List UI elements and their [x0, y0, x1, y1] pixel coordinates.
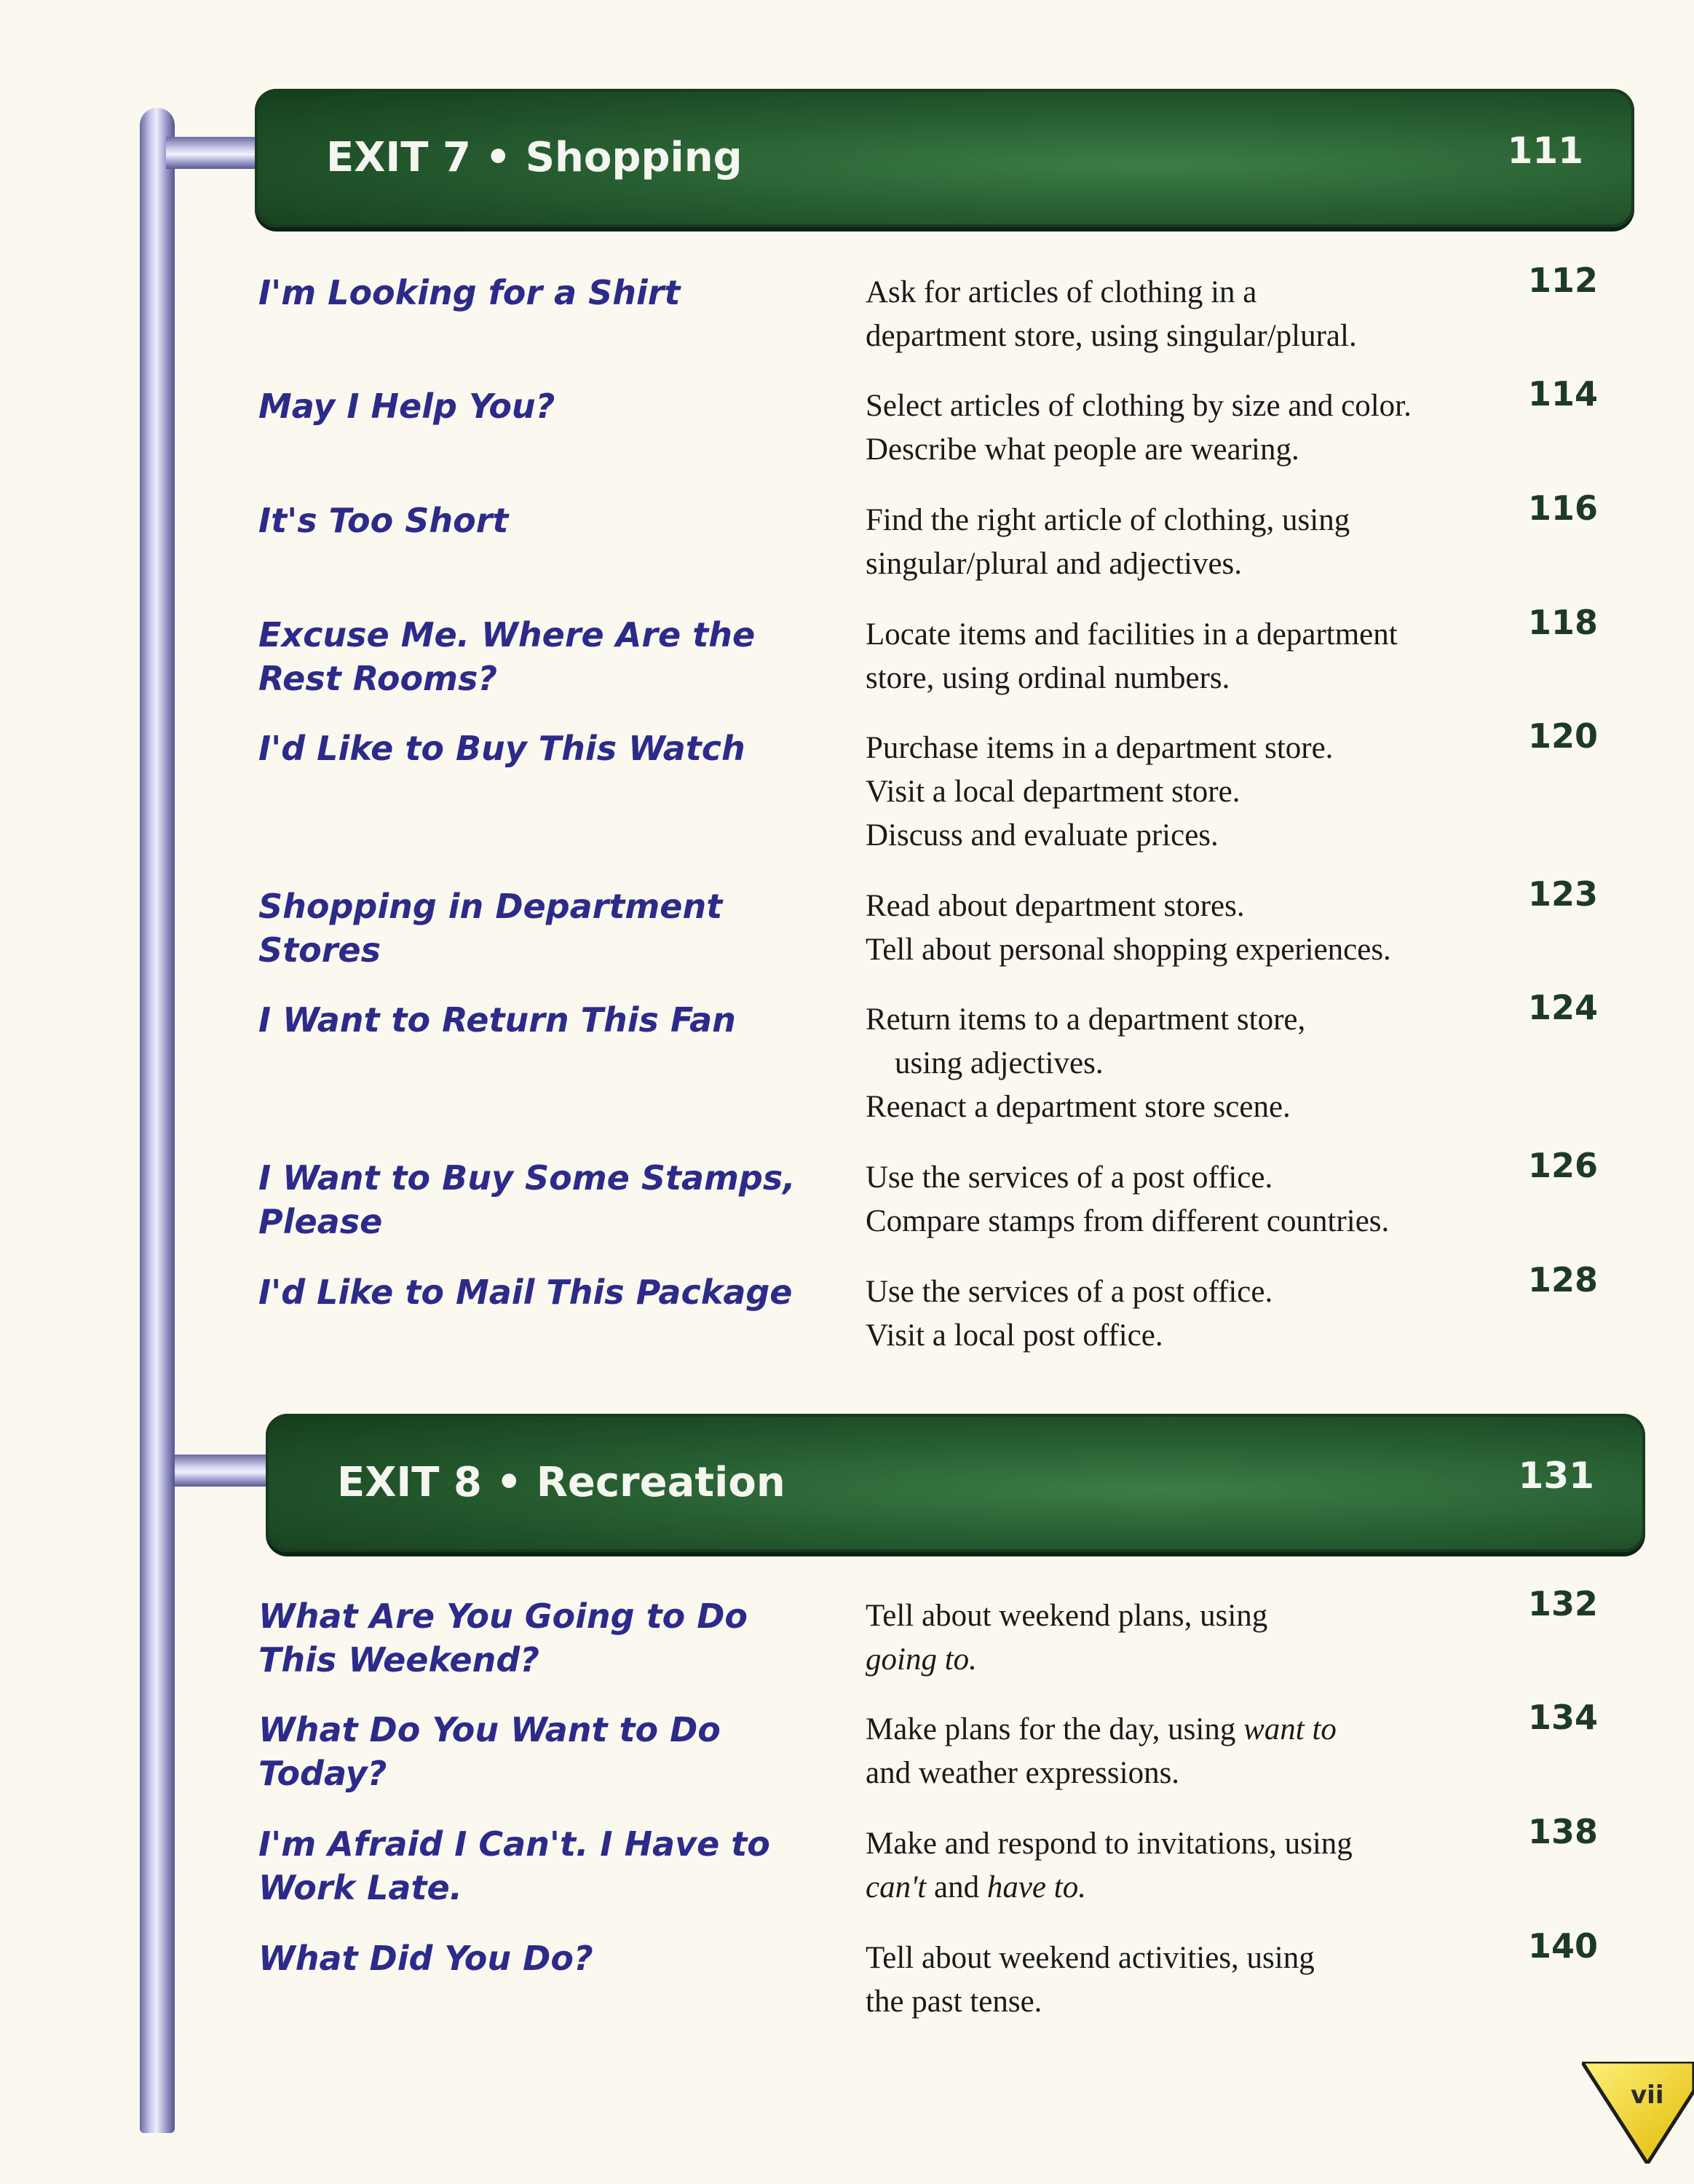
lesson-description: Use the services of a post office. Compare stamps from different countries. [866, 1160, 1390, 1238]
lesson-page-number: 124 [1527, 988, 1598, 1027]
lesson-page-number: 132 [1527, 1584, 1598, 1623]
lesson-page-number: 140 [1527, 1926, 1598, 1966]
lesson-page-number: 112 [1527, 261, 1598, 300]
lesson-description: Make and respond to invitations, using can't and have to. [866, 1827, 1353, 1904]
lesson-title: I Want to Buy Some Stamps, Please [258, 1158, 796, 1241]
lesson-page-number: 138 [1527, 1812, 1598, 1851]
lesson-page-number: 114 [1527, 374, 1598, 414]
lesson-title: What Did You Do? [258, 1939, 593, 1978]
lesson-description: Make plans for the day, using want to and weather expressions. [866, 1712, 1337, 1790]
section-title: EXIT 7 • Shopping [326, 134, 743, 181]
section-page-number: 111 [1507, 130, 1583, 172]
section-title: EXIT 8 • Recreation [337, 1459, 785, 1506]
lesson-title: What Do You Want to Do Today? [258, 1710, 721, 1793]
lesson-title: I'm Looking for a Shirt [258, 273, 681, 312]
lesson-title: What Are You Going to Do This Weekend? [258, 1597, 748, 1679]
lesson-page-number: 120 [1527, 716, 1598, 756]
lesson-title: I'd Like to Mail This Package [258, 1273, 793, 1312]
lesson-description: Return items to a department store, using adjectives. Reenact a department store scene. [866, 1002, 1306, 1124]
lesson-title: I Want to Return This Fan [258, 1000, 736, 1040]
lesson-page-number: 123 [1527, 874, 1598, 914]
lesson-description: Use the services of a post office. Visit a local post office. [866, 1275, 1273, 1353]
lesson-description: Ask for articles of clothing in a department store, using singular/plural. [866, 275, 1357, 353]
lesson-title: Shopping in Department Stores [258, 887, 723, 970]
lesson-page-number: 128 [1527, 1260, 1598, 1299]
page-marker-triangle-icon [1582, 2062, 1694, 2164]
lesson-page-number: 116 [1527, 488, 1598, 528]
lesson-description: Purchase items in a department store. Visit a local department store. Discuss and evaluate prices. [866, 731, 1334, 852]
lesson-description: Tell about weekend activities, using the past tense. [866, 1941, 1315, 2019]
lesson-description: Find the right article of clothing, using singular/plural and adjectives. [866, 503, 1350, 581]
lesson-page-number: 126 [1527, 1146, 1598, 1185]
lesson-title: Excuse Me. Where Are the Rest Rooms? [258, 615, 756, 698]
section-page-number: 131 [1518, 1455, 1594, 1497]
signpost-pole [140, 108, 175, 2133]
lesson-page-number: 134 [1527, 1698, 1598, 1737]
lesson-page-number: 118 [1527, 603, 1598, 642]
lesson-title: May I Help You? [258, 387, 555, 426]
section-header-exit-7 [255, 89, 1634, 227]
page-number-marker: vii [1631, 2081, 1664, 2110]
lesson-description: Select articles of clothing by size and color. Describe what people are wearing. [866, 389, 1412, 467]
lesson-description: Read about department stores. Tell about personal shopping experiences. [866, 889, 1391, 967]
lesson-description: Locate items and facilities in a department store, using ordinal numbers. [866, 617, 1398, 695]
lesson-title: I'd Like to Buy This Watch [258, 729, 745, 768]
section-header-exit-8 [266, 1414, 1645, 1552]
lesson-description: Tell about weekend plans, using going to. [866, 1599, 1268, 1677]
lesson-title: It's Too Short [258, 501, 509, 540]
lesson-title: I'm Afraid I Can't. I Have to Work Late. [258, 1824, 770, 1907]
